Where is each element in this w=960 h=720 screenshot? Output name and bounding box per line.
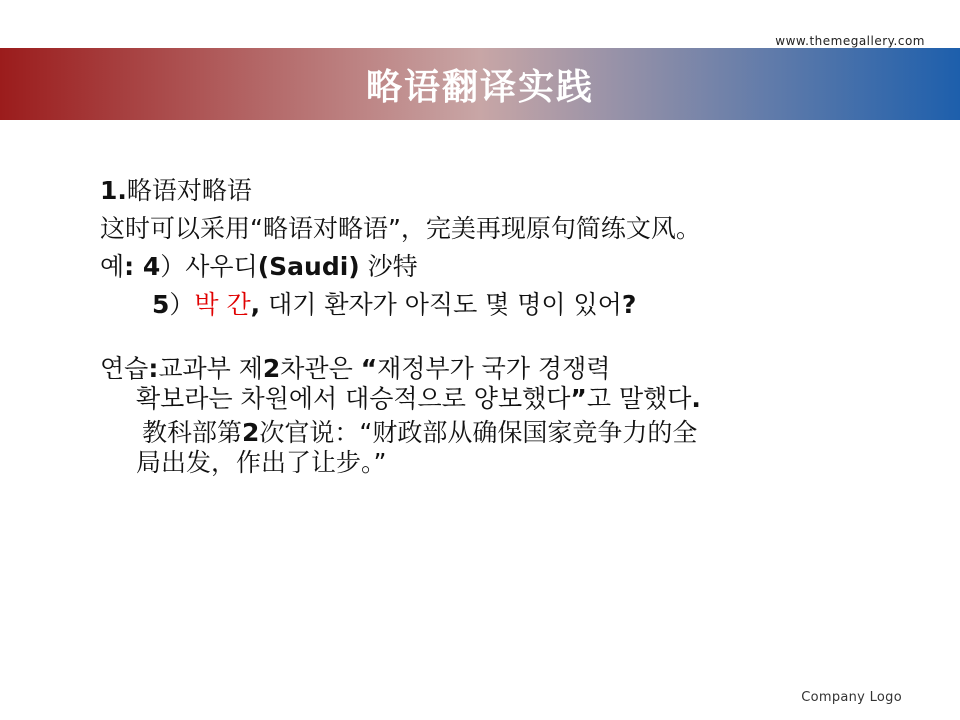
practice-line-1 [100,354,920,384]
example-label: 예 [100,252,125,281]
example-2-highlight: 박 간 [194,290,251,319]
slide-content [100,172,920,478]
heading-number: 1. [100,176,127,205]
method-line [100,210,920,248]
translation-number: 2 [242,418,260,447]
practice-text-1c: 재정부가 국가 경쟁력 [377,354,611,383]
practice-quote-close: ” [570,384,587,413]
example-2-comma: , [250,290,261,319]
translation-text-1a: 教科部第 [142,418,243,447]
practice-colon: : [148,354,159,383]
example-1-chinese: 沙特 [359,252,418,281]
example-2-rest: 대기 환자가 아직도 몇 명이 있어 [260,290,622,319]
slide-title: 略语翻译实践 [365,66,594,108]
practice-line-2 [100,384,920,414]
practice-text-1b: 차관은 [280,354,361,383]
example-2-number: 5 [152,290,170,319]
spacer [100,324,920,354]
practice-text-2b: 고 말했다 [586,384,692,413]
practice-quote-open: “ [360,354,378,383]
example-line-1 [100,248,920,286]
company-logo: Company Logo [801,690,902,705]
example-2-question: ? [621,290,637,319]
translation-line-1 [100,418,920,448]
translation-line-2 [100,448,920,478]
example-1-english: (Saudi) [257,252,360,281]
practice-label: 연습 [100,354,149,383]
practice-period: . [691,384,701,413]
practice-text-2a: 확보라는 차원에서 대승적으로 양보했다 [136,384,571,413]
heading-text: 略语对略语 [126,176,252,205]
method-text: 这时可以采用“略语对略语”，完美再现原句简练文风。 [100,214,701,243]
example-line-2 [100,286,920,324]
site-url: www.themegallery.com [775,34,925,48]
practice-text-1a: 교과부 제 [158,354,263,383]
translation-text-1b: 次官说：“财政部从确保国家竞争力的全 [259,418,698,447]
translation-text-2: 局出发，作出了让步。” [136,448,387,477]
practice-number: 2 [262,354,281,383]
example-1-korean: ）사우디 [160,252,258,281]
heading-line [100,172,920,210]
title-bar [0,48,960,120]
example-colon-num: : 4 [124,252,161,281]
example-2-paren: ） [169,290,195,319]
